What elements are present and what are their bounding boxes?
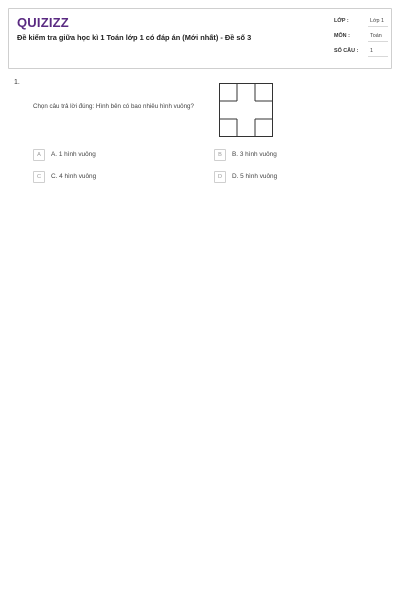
document-title: Đề kiểm tra giữa học kì 1 Toán lớp 1 có đáp án (Mới nhất) - Đề số 3 [17,33,252,42]
answer-option-a[interactable] [33,149,183,161]
meta-question-count [334,46,388,58]
option-text-c: C. 4 hình vuông [51,173,97,180]
question-text: Chọn câu trả lời đúng: Hình bên có bao nhiêu hình vuông? [33,103,194,110]
meta-subject [334,31,388,43]
meta-question-count-value: 1 [368,46,388,57]
quizizz-logo: QUIZIZZ [17,15,69,30]
meta-subject-value: Toán [368,31,388,42]
option-text-d: D. 5 hình vuông [232,173,278,180]
option-letter-d[interactable]: D [214,171,226,183]
option-letter-b[interactable]: B [214,149,226,161]
meta-class [334,16,388,28]
option-text-a: A. 1 hình vuông [51,151,96,158]
outer-square [220,84,273,137]
meta-class-label: LỚP : [334,18,349,24]
meta-question-count-label: SỐ CÂU : [334,48,359,54]
meta-subject-label: MÔN : [334,33,350,39]
meta-class-value: Lớp 1 [368,16,388,27]
squares-figure [219,83,273,137]
worksheet-header [8,8,392,69]
answer-option-d[interactable] [214,171,364,183]
option-letter-c[interactable]: C [33,171,45,183]
answer-option-c[interactable] [33,171,183,183]
question-number: 1. [14,79,20,86]
option-letter-a[interactable]: A [33,149,45,161]
option-text-b: B. 3 hình vuông [232,151,277,158]
answer-option-b[interactable] [214,149,364,161]
